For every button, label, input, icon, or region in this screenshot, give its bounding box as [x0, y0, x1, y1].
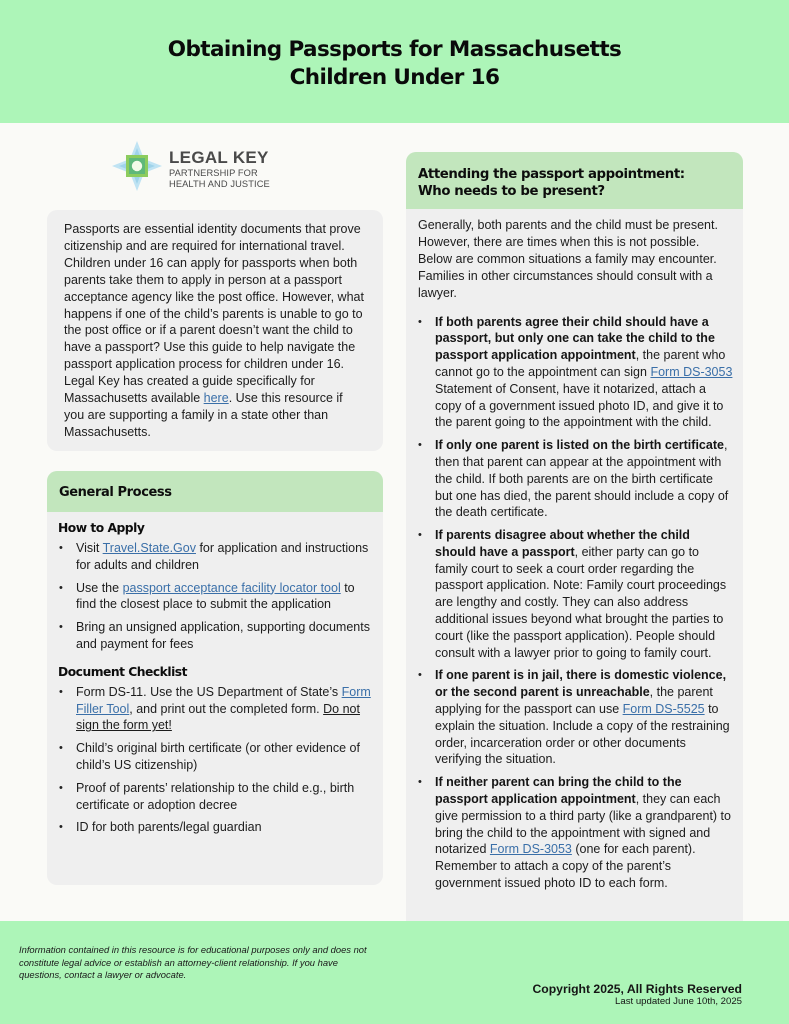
copyright-text: Copyright 2025, All Rights Reserved — [532, 982, 742, 996]
list-item — [435, 437, 733, 521]
star-diamond-logo-icon — [111, 140, 163, 192]
list-item — [435, 314, 733, 432]
item-text: to find the closest place to submit the application — [76, 580, 355, 612]
appointment-heading-line-1: Attending the passport appointment: — [418, 167, 685, 182]
logo-subtitle-line-2: HEALTH AND JUSTICE — [169, 179, 270, 189]
appointment-card — [406, 152, 743, 962]
scenario-title: If one parent is in jail, there is domestic violence, or the second parent is unreachable — [435, 668, 727, 700]
appointment-heading — [406, 152, 743, 209]
appointment-heading-line-2: Who needs to be present? — [418, 184, 605, 199]
title-line-1: Obtaining Passports for Massachusetts — [167, 36, 622, 62]
header-band — [0, 0, 789, 123]
item-text: Visit — [76, 541, 103, 555]
appointment-intro: Generally, both parents and the child must be present. However, there are times when this is not possible. Below are common situations a family may encounter. Families in other circumstances should consult with a lawyer. — [418, 218, 718, 300]
logo-subtitle — [169, 168, 289, 190]
how-to-apply-list — [76, 540, 371, 653]
logo-name: LEGAL KEY — [169, 148, 269, 167]
item-text: , the parent applying for the passport can use — [435, 685, 713, 717]
item-text: , the parent who cannot go to the appointment can sign — [435, 348, 726, 379]
list-item — [435, 774, 733, 892]
item-text: Statement of Consent, have it notarized, attach a copy of a government issued photo ID, and give it to the parent going to the appointment with the child. — [435, 381, 724, 430]
item-text: for application and instructions for adults and children — [76, 541, 369, 572]
general-process-card — [47, 471, 383, 885]
intro-paragraph — [64, 221, 365, 441]
list-item — [76, 619, 371, 653]
item-text: Use the — [76, 580, 123, 595]
document-checklist-list — [76, 684, 371, 836]
item-text: , either party can go to family court to seek a court order regarding the passport application. Note: Family court proceedings are lengthy and costly. They can also address additional issues beyond what brought the parties to court (like the passport application). People should consult with a lawyer prior to going to family court. — [435, 544, 727, 660]
list-item — [435, 667, 733, 768]
item-text: , they can each give permission to a third party (like a grandparent) to bring the child to the appointment with signed and notarized — [435, 792, 731, 857]
intro-card — [47, 210, 383, 451]
list-item — [76, 580, 371, 614]
do-not-sign-note: Do not sign the form yet! — [76, 701, 360, 733]
general-process-heading: General Process — [47, 471, 383, 512]
intro-text-end: . Use this resource if you are supporting a family in a state other than Massachusetts. — [64, 391, 343, 439]
facility-locator-link[interactable]: passport acceptance facility locator tool — [122, 580, 341, 595]
list-item — [435, 527, 733, 661]
list-item — [76, 684, 371, 734]
form-ds-3053-link[interactable]: Form DS-3053 — [489, 842, 572, 857]
item-text: to explain the situation. Include a copy of the restraining order, incarceration order or other documents verifying the situation. — [435, 702, 730, 767]
item-text: (one for each parent). Remember to attach a copy of the parent’s government issued photo ID to each form. — [435, 842, 696, 891]
list-item: • ID for both parents/legal guardian — [76, 819, 371, 836]
list-item — [76, 540, 371, 574]
form-filler-tool-link[interactable]: Form Filler Tool — [76, 684, 371, 716]
intro-text: Passports are essential identity documents that prove citizenship and are required for international travel. Children under 16 can apply for passports when both parents take them to apply in person at a passport acceptance agency like the post office. However, what happens if one of the child’s parents is unable to go to the post office or if a parent doesn’t want the child to have a passport? Use this guide to help navigate the passport application process for children under 16. Legal Key has created a guide specifically for Massachusetts available — [64, 222, 364, 406]
item-text: Form DS-11. Use the US Department of State’s — [76, 684, 342, 699]
disclaimer-text: Information contained in this resource is for educational purposes only and does not constitute legal advice or establish an attorney-client relationship. If you have questions, contact a lawyer or advocate. — [19, 944, 367, 981]
appointment-scenarios-list — [435, 314, 733, 892]
scenario-title: If both parents agree their child should have a passport, but only one can take the child to the passport application appointment — [435, 314, 715, 363]
scenario-title: If neither parent can bring the child to the passport application appointment — [435, 775, 682, 807]
legal-key-logo — [111, 140, 281, 195]
item-text: Bring an unsigned application, supporting documents and payment for fees — [76, 620, 370, 651]
form-ds-3053-link[interactable]: Form DS-3053 — [650, 364, 733, 379]
page-title — [95, 36, 695, 92]
logo-subtitle-line-1: PARTNERSHIP FOR — [169, 168, 258, 178]
massachusetts-guide-link[interactable]: here — [203, 391, 229, 406]
item-text: , and print out the completed form. — [129, 701, 324, 716]
document-checklist-heading: Document Checklist — [58, 664, 187, 679]
form-ds-5525-link[interactable]: Form DS-5525 — [622, 702, 705, 717]
last-updated-text: Last updated June 10th, 2025 — [615, 996, 742, 1007]
how-to-apply-heading: How to Apply — [58, 521, 145, 535]
list-item: • Proof of parents’ relationship to the child e.g., birth certificate or adoption decree — [76, 780, 371, 814]
scenario-title: If parents disagree about whether the child should have a passport — [435, 528, 690, 559]
list-item: • Child’s original birth certificate (or other evidence of child’s US citizenship) — [76, 740, 371, 774]
item-text: , then that parent can appear at the appointment with the child. If both parents are on the birth certificate but one has died, the parent should include a copy of the death certificate. — [435, 438, 729, 520]
title-line-2: Children Under 16 — [289, 64, 500, 90]
travel-state-gov-link[interactable]: Travel.State.Gov — [102, 541, 196, 555]
scenario-title: If only one parent is listed on the birth certificate — [435, 438, 724, 453]
